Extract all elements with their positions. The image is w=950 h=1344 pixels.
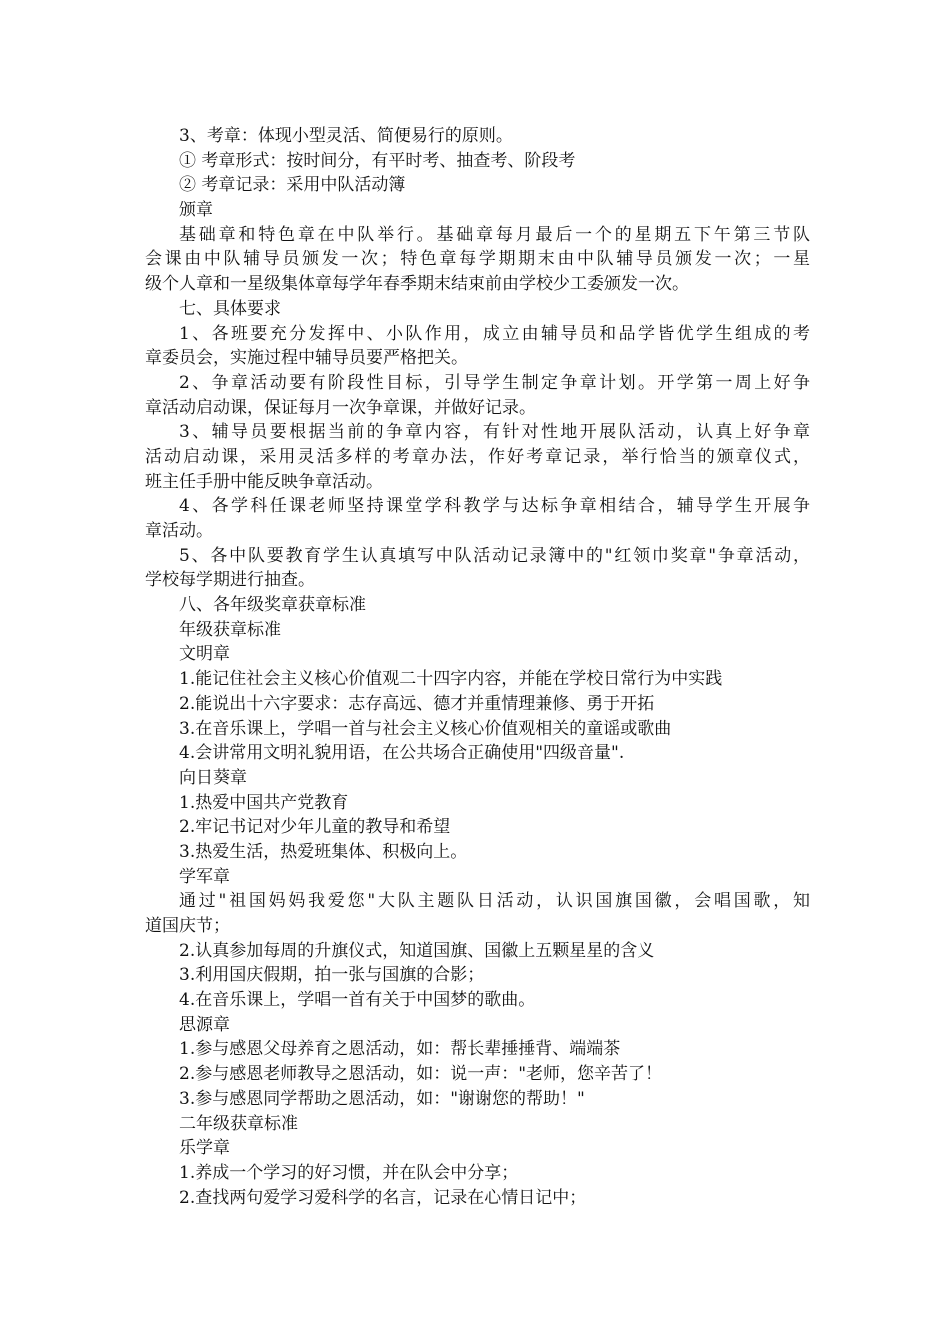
text-line: 3、考章：体现小型灵活、简便易行的原则。: [179, 126, 513, 146]
text-line: 年级获章标准: [179, 619, 281, 640]
text-line: 章活动启动课，保证每月一次争章课，并做好记录。: [145, 397, 536, 418]
text-line: 学校每学期进行抽查。: [145, 570, 315, 591]
text-line: 2.牢记书记对少年儿童的教导和希望: [179, 817, 451, 838]
text-line: 3.热爱生活，热爱班集体、积极向上。: [179, 841, 468, 862]
text-line: 文明章: [179, 644, 230, 665]
text-line: 3、辅导员要根据当前的争章内容，有针对性地开展队活动，认真上好争章: [179, 422, 810, 443]
text-line: 二年级获章标准: [179, 1113, 298, 1134]
text-line: 思源章: [179, 1014, 230, 1035]
text-line: 1.参与感恩父母养育之恩活动，如：帮长辈捶捶背、端端茶: [179, 1039, 621, 1060]
text-line: 2、争章活动要有阶段性目标，引导学生制定争章计划。开学第一周上好争: [179, 372, 810, 393]
text-line: 1.热爱中国共产党教育: [179, 792, 349, 813]
text-line: 乐学章: [179, 1138, 230, 1159]
text-line: ② 考章记录：采用中队活动簿: [179, 175, 406, 196]
text-line: 4、各学科任课老师坚持课堂学科教学与达标争章相结合，辅导学生开展争: [179, 496, 810, 517]
text-line: 4.会讲常用文明礼貌用语，在公共场合正确使用"四级音量".: [179, 743, 625, 764]
text-line: 1.能记住社会主义核心价值观二十四字内容，并能在学校日常行为中实践: [179, 669, 723, 690]
text-line: 会课由中队辅导员颁发一次；特色章每学期期末由中队辅导员颁发一次；一星: [145, 249, 810, 270]
text-line: 3.在音乐课上，学唱一首与社会主义核心价值观相关的童谣或歌曲: [179, 718, 672, 739]
text-line: 2.参与感恩老师教导之恩活动，如：说一声："老师，您辛苦了！: [179, 1064, 663, 1085]
text-line: 道国庆节；: [145, 916, 230, 936]
text-line: 3.利用国庆假期，拍一张与国旗的合影；: [179, 965, 485, 986]
text-line: 活动启动课，采用灵活多样的考章办法，作好考章记录，举行恰当的颁章仪式，: [145, 446, 810, 467]
text-line: 向日葵章: [179, 767, 247, 788]
text-line: 2.能说出十六字要求：志存高远、德才并重情理兼修、勇于开拓: [179, 693, 655, 714]
text-line: 1、各班要充分发挥中、小队作用，成立由辅导员和品学皆优学生组成的考: [179, 323, 810, 344]
text-line: 通过"祖国妈妈我爱您"大队主题队日活动，认识国旗国徽，会唱国歌，知: [179, 891, 810, 912]
text-line: 4.在音乐课上，学唱一首有关于中国梦的歌曲。: [179, 990, 536, 1011]
text-line: 章活动。: [145, 521, 213, 541]
text-line: 1.养成一个学习的好习惯，并在队会中分享；: [179, 1162, 519, 1183]
text-line: 八、各年级奖章获章标准: [179, 595, 366, 616]
text-line: 班主任手册中能反映争章活动。: [145, 471, 383, 492]
text-line: 基础章和特色章在中队举行。基础章每月最后一个的星期五下午第三节队: [179, 224, 810, 245]
text-line: 2.认真参加每周的升旗仪式，知道国旗、国徽上五颗星星的含义: [179, 940, 655, 961]
text-line: 3.参与感恩同学帮助之恩活动，如："谢谢您的帮助！": [179, 1088, 585, 1109]
text-line: 七、具体要求: [179, 298, 281, 319]
text-line: 2.查找两句爱学习爱科学的名言，记录在心情日记中；: [179, 1187, 587, 1208]
document-body: [145, 124, 810, 1210]
text-line: ① 考章形式：按时间分，有平时考、抽查考、阶段考: [179, 150, 576, 171]
text-line: 5、各中队要教育学生认真填写中队活动记录簿中的"红领巾奖章"争章活动，: [179, 545, 810, 566]
text-line: 章委员会，实施过程中辅导员要严格把关。: [145, 348, 468, 369]
text-line: 级个人章和一星级集体章每学年春季期末结束前由学校少工委颁发一次。: [145, 274, 689, 295]
text-line: 学军章: [179, 866, 230, 887]
text-line: 颁章: [179, 200, 213, 221]
